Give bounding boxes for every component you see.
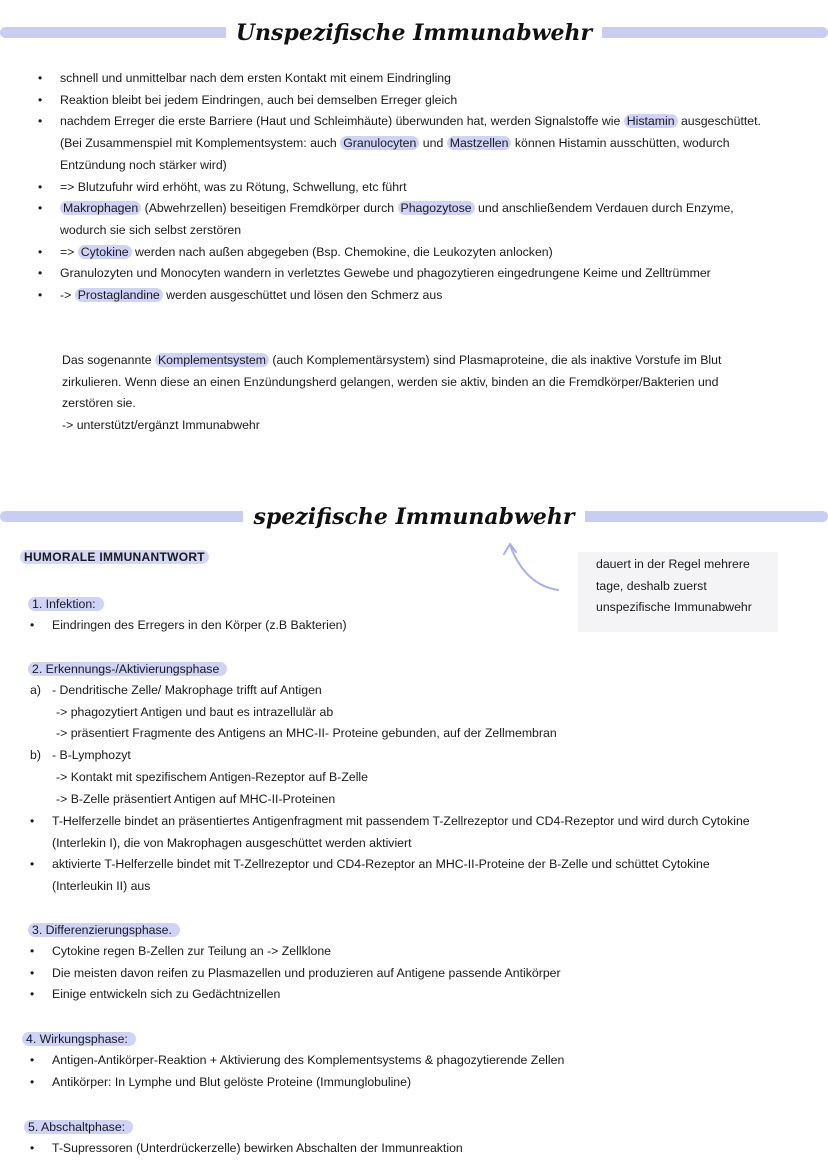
- phase5-bullets: [30, 1138, 770, 1160]
- text-run: =>: [60, 244, 78, 259]
- highlighted-term: Mastzellen: [447, 136, 512, 150]
- curved-arrow-icon: [500, 540, 570, 600]
- phase2-bullets: [30, 811, 760, 898]
- phase2-a-block: [30, 680, 790, 810]
- phase2-a-line: -> phagozytiert Antigen und baut es intrazellulär ab: [56, 704, 334, 719]
- text-run: werden ausgeschüttet und lösen den Schmerz aus: [162, 288, 443, 303]
- text-run: nachdem Erreger die erste Barriere (Haut und Schleimhäute) überwunden hat, werden Signalstoffe wie: [60, 114, 624, 129]
- section1-heading: [0, 18, 828, 48]
- phase3-title-text: 3. Differenzierungsphase.: [28, 923, 180, 937]
- list-item: • Antigen-Antikörper-Reaktion + Aktivierung des Komplementsystems & phagozytierende Zellen: [30, 1050, 770, 1072]
- list-item: • Einige entwickeln sich zu Gedächtnizellen: [30, 984, 770, 1006]
- list-item: • Antikörper: In Lymphe und Blut gelöste Proteine (Immunglobuline): [30, 1072, 770, 1094]
- duration-note: dauert in der Regel mehrere tage, deshalb zuerst unspezifische Immunabwehr: [578, 552, 778, 632]
- phase1-title-text: 1. Infektion:: [28, 597, 104, 611]
- humoral-subheading: [20, 550, 209, 564]
- text-run: werden nach außen abgegeben (Bsp. Chemokine, die Leukozyten anlocken): [131, 244, 553, 259]
- paragraph-note: -> unterstützt/ergänzt Immunabwehr: [62, 418, 260, 433]
- list-item: [38, 263, 778, 285]
- section1-bullet-list: [38, 68, 778, 307]
- phase2-title-text: 2. Erkennungs-/Aktivierungsphase: [28, 662, 227, 676]
- highlighted-term: Histamin: [624, 114, 678, 128]
- section1-heading-row: [0, 18, 828, 48]
- phase2-title: [28, 659, 227, 679]
- highlighted-term: Granulocyten: [340, 136, 419, 150]
- highlighted-term: Komplementsystem: [155, 353, 269, 367]
- phase5-title-text: 5. Abschaltphase:: [24, 1120, 133, 1134]
- text-run: und anschließendem Verdauen durch Enzyme, wodurch sie sich selbst zerstören: [60, 201, 734, 237]
- highlighted-term: Prostaglandine: [75, 288, 163, 302]
- phase1-title: [28, 594, 104, 614]
- phase4-title-text: 4. Wirkungsphase:: [22, 1032, 136, 1046]
- list-item: • Die meisten davon reifen zu Plasmazellen und produzieren auf Antigene passende Antikörper: [30, 963, 770, 985]
- text-run: (Abwehrzellen) beseitigen Fremdkörper durch: [141, 201, 398, 216]
- paragraph-text: [62, 350, 762, 415]
- section2-heading: [0, 502, 828, 532]
- text-run: und: [419, 136, 447, 151]
- section2-heading-text: spezifische Immunabwehr: [243, 504, 584, 530]
- list-item: • T-Helferzelle bindet an präsentiertes Antigenfragment mit passendem T-Zellrezeptor und CD4-Rezeptor und wird durch Cytokine (Interlekin I), die von Makrophagen ausgeschüttet werden aktiviert: [30, 811, 760, 854]
- phase2-a-line: - Dendritische Zelle/ Makrophage trifft auf Antigen: [52, 683, 322, 697]
- text-run: (auch Komplementärsystem) sind Plasmaproteine, die als inaktive Vorstufe im Blut zirkulieren. Wenn diese an einen Enzündungsherd gelangen, werden sie aktiv, binden an die Fremdkörper/Bakterien und zerstören sie.: [62, 353, 722, 411]
- text-run: ->: [60, 288, 75, 303]
- phase2-b-line: - B-Lymphozyt: [52, 748, 131, 763]
- highlighted-term: Phagozytose: [398, 201, 475, 215]
- phase2-b-line: -> B-Zelle präsentiert Antigen auf MHC-II-Proteinen: [56, 791, 336, 806]
- phase2-b-line: -> Kontakt mit spezifischem Antigen-Rezeptor auf B-Zelle: [56, 769, 369, 784]
- text-run: => Blutzufuhr wird erhöht, was zu Rötung, Schwellung, etc führt: [60, 179, 407, 194]
- text-run: Granulozyten und Monocyten wandern in verletztes Gewebe und phagozytieren eingedrungene Keime und Zelltrümmer: [60, 266, 711, 281]
- phase3-title: [28, 920, 180, 940]
- text-run: Reaktion bleibt bei jedem Eindringen, auch bei demselben Erreger gleich: [60, 92, 458, 107]
- phase4-title: [22, 1029, 136, 1049]
- list-item: [38, 111, 778, 176]
- list-item: • aktivierte T-Helferzelle bindet mit T-Zellrezeptor und CD4-Rezeptor an MHC-II-Proteine der B-Zelle und schüttet Cytokine (Interleukin II) aus: [30, 854, 760, 897]
- section2-heading-row: [0, 502, 828, 532]
- list-item: • Eindringen des Erregers in den Körper (z.B Bakterien): [30, 615, 770, 637]
- list-item: • T-Supressoren (Unterdrückerzelle) bewirken Abschalten der Immunreaktion: [30, 1138, 770, 1160]
- phase4-bullets: [30, 1050, 770, 1093]
- list-item: [38, 285, 778, 307]
- list-item: • Cytokine regen B-Zellen zur Teilung an -> Zellklone: [30, 941, 770, 963]
- phase2-b-label: b): [30, 748, 41, 763]
- text-run: können Histamin ausschütten, wodurch Entzündung noch stärker wird): [60, 136, 730, 172]
- highlighted-term: Makrophagen: [60, 201, 141, 215]
- komplementsystem-paragraph: [62, 350, 762, 437]
- list-item: [38, 177, 778, 199]
- list-item: [38, 68, 778, 90]
- text-run: schnell und unmittelbar nach dem ersten Kontakt mit einem Eindringling: [60, 71, 451, 85]
- list-item: [38, 242, 778, 264]
- list-item: [38, 90, 778, 112]
- list-item: [38, 198, 778, 241]
- phase2-a-label: a): [30, 683, 41, 697]
- humoral-subheading-text: HUMORALE IMMUNANTWORT: [20, 550, 209, 564]
- phase2-a-line: -> präsentiert Fragmente des Antigens an MHC-II- Proteine gebunden, auf der Zellmembran: [56, 726, 557, 741]
- text-run: ausgeschüttet. (Bei Zusammenspiel mit Komplementsystem: auch: [60, 114, 761, 151]
- text-run: Das sogenannte: [62, 353, 155, 367]
- section1-heading-text: Unspezifische Immunabwehr: [226, 20, 602, 46]
- phase3-bullets: [30, 941, 770, 1006]
- highlighted-term: Cytokine: [78, 245, 132, 259]
- phase1-bullets: [30, 615, 770, 637]
- phase5-title: [24, 1117, 133, 1137]
